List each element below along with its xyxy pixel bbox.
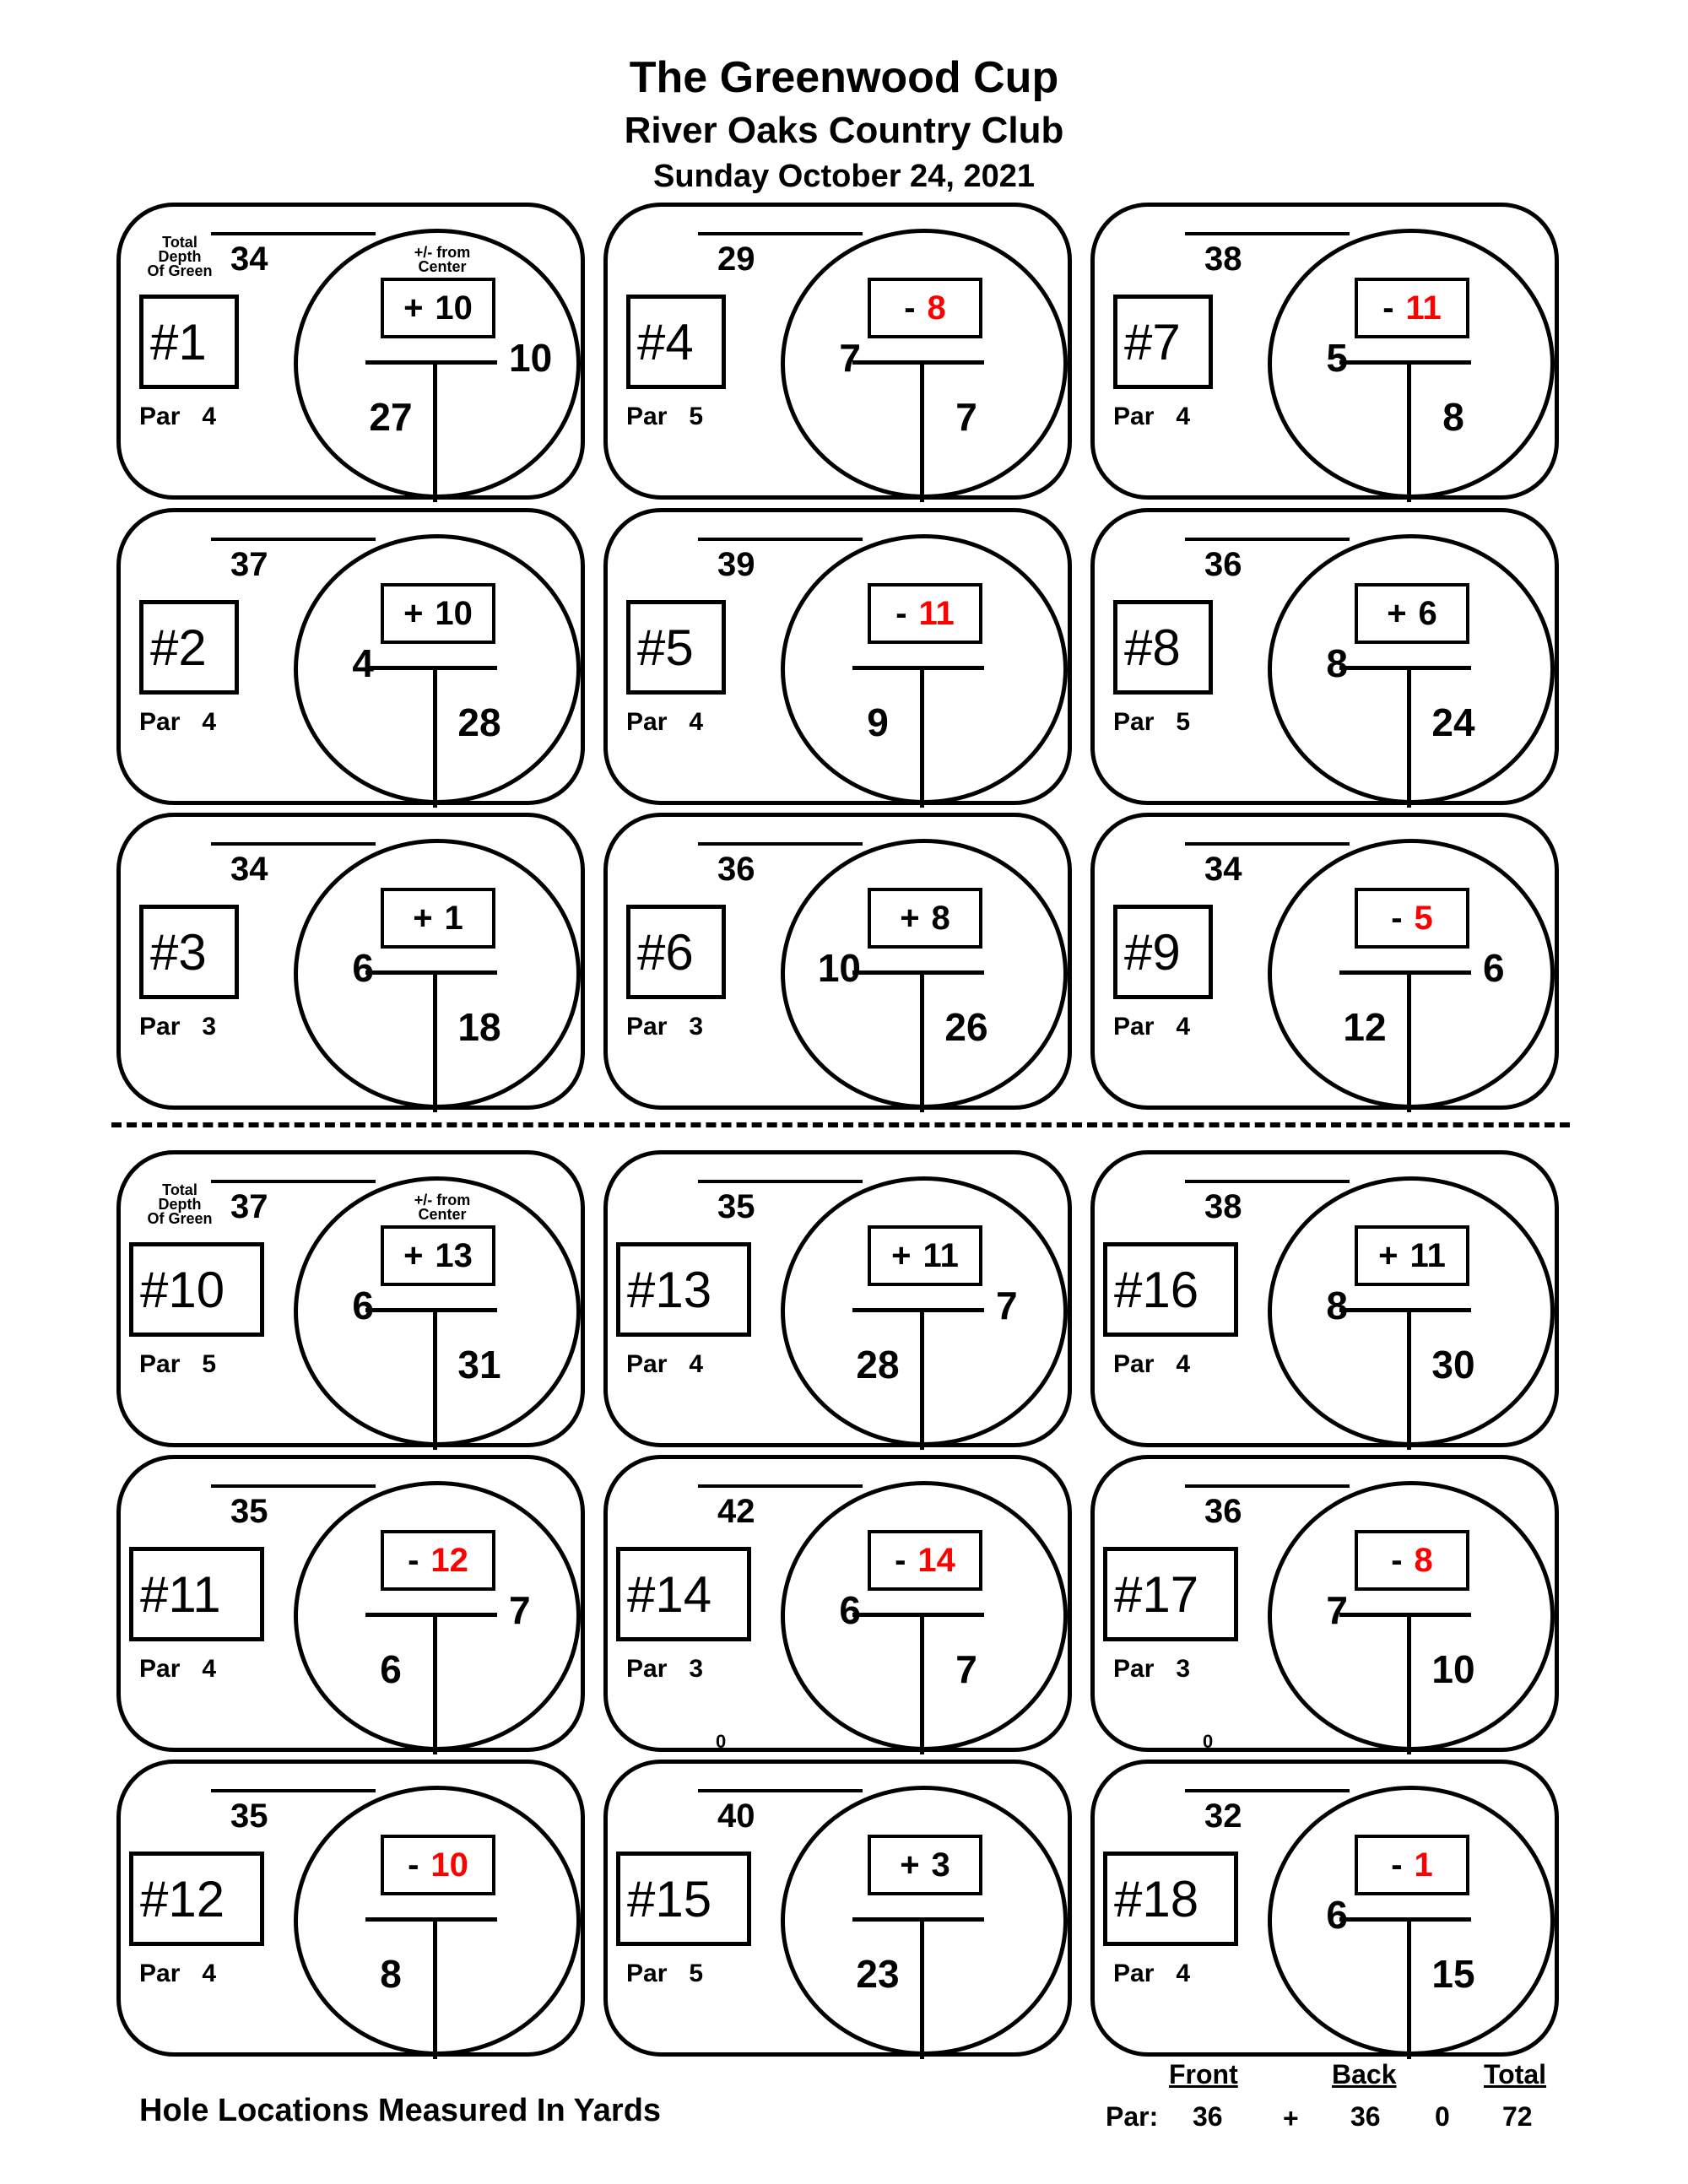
event-date: Sunday October 24, 2021 xyxy=(653,159,1035,194)
bottom-right-distance: 18 xyxy=(457,1005,501,1049)
offset-value: 8 xyxy=(1414,1541,1433,1579)
par-value: 4 xyxy=(1176,1350,1191,1378)
offset-sign: - xyxy=(895,594,907,632)
hole-card xyxy=(603,508,1072,805)
center-offset-box xyxy=(1355,888,1469,949)
left-edge-distance: 10 xyxy=(817,946,861,990)
center-offset-box xyxy=(381,1530,495,1591)
club-name: River Oaks Country Club xyxy=(624,110,1064,151)
center-offset-box xyxy=(868,583,982,644)
hole-par xyxy=(139,708,216,737)
hole-number-box: #18 xyxy=(1103,1852,1238,1946)
hole-card xyxy=(603,1150,1072,1447)
hole-par xyxy=(139,1013,216,1041)
hole-number-box: #10 xyxy=(129,1242,264,1337)
pin-stem xyxy=(433,360,437,502)
measurement-note: Hole Locations Measured In Yards xyxy=(139,2093,662,2128)
par-label: Par xyxy=(139,1013,181,1041)
par-value: 3 xyxy=(689,1013,704,1041)
par-value: 4 xyxy=(202,1655,217,1683)
pin-crossbar xyxy=(1339,1308,1471,1312)
hole-number-box: #11 xyxy=(129,1547,264,1641)
pin-stem xyxy=(920,1917,924,2059)
par-label: Par xyxy=(139,1655,181,1683)
hole-number-box: #13 xyxy=(616,1242,751,1337)
hole-number-box: #4 xyxy=(626,295,726,389)
green-depth: 29 xyxy=(717,241,755,278)
pin-stem xyxy=(920,970,924,1112)
from-center-label xyxy=(396,1193,489,1222)
par-label: Par xyxy=(1113,403,1155,430)
hole-number-box: #15 xyxy=(616,1852,751,1946)
bottom-left-distance: 12 xyxy=(1343,1005,1387,1049)
total-depth-label-line: Depth xyxy=(158,248,202,265)
hole-par xyxy=(139,1655,216,1684)
hole-card xyxy=(1090,203,1559,500)
center-offset-box xyxy=(1355,1530,1469,1591)
hole-card xyxy=(603,1760,1072,2057)
bottom-left-distance: 28 xyxy=(856,1343,900,1387)
pin-stem xyxy=(920,1613,924,1754)
pin-crossbar xyxy=(365,1308,497,1312)
left-edge-distance: 5 xyxy=(1326,336,1348,380)
bottom-left-distance: 6 xyxy=(380,1647,402,1691)
par-value: 5 xyxy=(689,403,704,430)
hole-number-box: #7 xyxy=(1113,295,1213,389)
total-depth-label-line: Total xyxy=(162,234,197,251)
hole-par xyxy=(626,708,703,737)
hole-card xyxy=(116,203,585,500)
offset-value: 1 xyxy=(444,899,463,937)
offset-sign: + xyxy=(1378,1236,1399,1274)
par-label: Par xyxy=(1113,1655,1155,1683)
front-label: Front xyxy=(1169,2059,1238,2089)
from-center-label-line: Center xyxy=(418,258,467,275)
center-offset-box xyxy=(1355,1225,1469,1286)
bottom-right-distance: 24 xyxy=(1431,700,1475,744)
hole-card xyxy=(1090,1150,1559,1447)
par-value: 3 xyxy=(689,1655,704,1683)
total-depth-label-line: Total xyxy=(162,1181,197,1198)
pin-crossbar xyxy=(365,1613,497,1617)
plus-sign: + xyxy=(1283,2103,1299,2133)
total-label: Total xyxy=(1484,2059,1547,2089)
par-label: Par xyxy=(139,1350,181,1378)
pin-stem xyxy=(1407,1613,1411,1754)
center-offset-box xyxy=(868,888,982,949)
offset-sign: + xyxy=(1387,594,1407,632)
par-label: Par xyxy=(139,403,181,430)
left-edge-distance: 7 xyxy=(1326,1588,1348,1632)
front-back-divider xyxy=(111,1122,1570,1127)
hole-card xyxy=(603,203,1072,500)
hole-par xyxy=(1113,1350,1190,1379)
bottom-left-distance: 27 xyxy=(369,395,413,439)
hole-card xyxy=(1090,813,1559,1110)
left-edge-distance: 6 xyxy=(839,1588,861,1632)
par-label: Par xyxy=(626,403,668,430)
pin-stem xyxy=(1407,1308,1411,1450)
green-depth: 35 xyxy=(717,1188,755,1225)
zero-mark: 0 xyxy=(716,1731,727,1752)
hole-card xyxy=(1090,1760,1559,2057)
green-depth: 42 xyxy=(717,1493,755,1530)
center-offset-box xyxy=(1355,1835,1469,1895)
hole-par xyxy=(626,1655,703,1684)
center-offset-box xyxy=(1355,278,1469,338)
depth-line xyxy=(211,842,376,846)
offset-value: 3 xyxy=(931,1846,950,1884)
sheet-title: The Greenwood Cup xyxy=(629,53,1059,102)
offset-value: 11 xyxy=(1409,1236,1446,1274)
depth-line xyxy=(1185,1180,1350,1183)
offset-sign: - xyxy=(1382,289,1394,327)
pin-crossbar xyxy=(365,970,497,975)
from-center-label-line: Center xyxy=(418,1206,467,1223)
depth-line xyxy=(698,1180,863,1183)
par-label: Par xyxy=(626,1960,668,1987)
from-center-label xyxy=(396,246,489,274)
hole-par xyxy=(139,1350,216,1379)
bottom-right-distance: 15 xyxy=(1431,1952,1475,1996)
par-value: 4 xyxy=(202,403,217,430)
bottom-right-distance: 28 xyxy=(457,700,501,744)
green-depth: 39 xyxy=(717,546,755,583)
center-offset-box xyxy=(868,278,982,338)
center-offset-box xyxy=(381,1225,495,1286)
par-label: Par xyxy=(139,1960,181,1987)
total-depth-label xyxy=(138,1183,222,1226)
hole-card xyxy=(603,1455,1072,1752)
par-value: 4 xyxy=(689,1350,704,1378)
hole-par xyxy=(1113,1655,1190,1684)
green-depth: 34 xyxy=(1204,851,1242,888)
pin-crossbar xyxy=(852,970,984,975)
right-edge-distance: 7 xyxy=(996,1284,1018,1327)
hole-par xyxy=(1113,1013,1190,1041)
par-label: Par xyxy=(1113,708,1155,736)
offset-value: 8 xyxy=(927,289,946,327)
pin-crossbar xyxy=(365,1917,497,1922)
offset-value: 10 xyxy=(435,289,473,327)
bottom-right-distance: 7 xyxy=(955,1647,977,1691)
offset-sign: + xyxy=(403,289,424,327)
depth-line xyxy=(211,1789,376,1792)
par-value: 3 xyxy=(1176,1655,1191,1683)
offset-sign: + xyxy=(403,594,424,632)
hole-card xyxy=(603,813,1072,1110)
hole-par xyxy=(626,1960,703,1988)
center-offset-box xyxy=(381,1835,495,1895)
pin-stem xyxy=(920,666,924,808)
par-value: 4 xyxy=(689,708,704,736)
offset-sign: + xyxy=(891,1236,912,1274)
pin-crossbar xyxy=(365,666,497,670)
pin-crossbar xyxy=(365,360,497,365)
depth-line xyxy=(211,1180,376,1183)
pin-crossbar xyxy=(1339,360,1471,365)
depth-line xyxy=(1185,1484,1350,1488)
green-depth: 34 xyxy=(230,241,268,278)
total-par: 72 xyxy=(1502,2101,1533,2132)
par-summary-label: Par: xyxy=(1106,2101,1159,2132)
par-label: Par xyxy=(626,1013,668,1041)
depth-line xyxy=(211,538,376,541)
back-par: 36 xyxy=(1350,2101,1381,2132)
par-label: Par xyxy=(626,1655,668,1683)
green-depth: 40 xyxy=(717,1797,755,1835)
par-label: Par xyxy=(1113,1960,1155,1987)
par-value: 4 xyxy=(1176,403,1191,430)
pin-stem xyxy=(1407,360,1411,502)
depth-line xyxy=(698,232,863,235)
green-depth: 38 xyxy=(1204,1188,1242,1225)
pin-crossbar xyxy=(852,360,984,365)
hole-number-box: #2 xyxy=(139,600,239,695)
hole-par xyxy=(139,1960,216,1988)
offset-sign: - xyxy=(895,1541,906,1579)
back-label: Back xyxy=(1332,2059,1397,2089)
hole-number-box: #8 xyxy=(1113,600,1213,695)
pin-crossbar xyxy=(852,1613,984,1617)
green-depth: 36 xyxy=(1204,1493,1242,1530)
par-value: 5 xyxy=(689,1960,704,1987)
par-value: 4 xyxy=(1176,1013,1191,1041)
hole-card xyxy=(116,1760,585,2057)
total-depth-label xyxy=(138,235,222,278)
bottom-left-distance: 23 xyxy=(856,1952,900,1996)
offset-sign: + xyxy=(403,1236,424,1274)
par-label: Par xyxy=(139,708,181,736)
par-value: 5 xyxy=(202,1350,217,1378)
pin-crossbar xyxy=(1339,970,1471,975)
offset-value: 5 xyxy=(1414,899,1433,937)
center-offset-box xyxy=(381,278,495,338)
hole-card xyxy=(116,813,585,1110)
pin-stem xyxy=(433,666,437,808)
left-edge-distance: 8 xyxy=(1326,1284,1348,1327)
depth-line xyxy=(698,842,863,846)
par-label: Par xyxy=(626,1350,668,1378)
green-depth: 36 xyxy=(717,851,755,888)
offset-value: 10 xyxy=(430,1846,468,1884)
green-depth: 32 xyxy=(1204,1797,1242,1835)
hole-number-box: #12 xyxy=(129,1852,264,1946)
bottom-right-distance: 26 xyxy=(944,1005,988,1049)
bottom-right-distance: 31 xyxy=(457,1343,501,1387)
offset-value: 11 xyxy=(918,594,955,632)
center-offset-box xyxy=(381,583,495,644)
green-depth: 37 xyxy=(230,1188,268,1225)
center-offset-box xyxy=(868,1225,982,1286)
center-offset-box xyxy=(381,888,495,949)
front-par: 36 xyxy=(1193,2101,1223,2132)
par-value: 4 xyxy=(202,1960,217,1987)
offset-sign: - xyxy=(1391,1846,1403,1884)
center-offset-box xyxy=(868,1530,982,1591)
hole-card xyxy=(1090,1455,1559,1752)
offset-value: 12 xyxy=(430,1541,468,1579)
hole-number-box: #17 xyxy=(1103,1547,1238,1641)
bottom-right-distance: 10 xyxy=(1431,1647,1475,1691)
hole-par xyxy=(1113,403,1190,431)
hole-number-box: #16 xyxy=(1103,1242,1238,1337)
center-offset-box xyxy=(868,1835,982,1895)
hole-number-box: #5 xyxy=(626,600,726,695)
left-edge-distance: 7 xyxy=(839,336,861,380)
depth-line xyxy=(698,1484,863,1488)
hole-number-box: #1 xyxy=(139,295,239,389)
left-edge-distance: 6 xyxy=(352,1284,374,1327)
bottom-right-distance: 30 xyxy=(1431,1343,1475,1387)
offset-value: 6 xyxy=(1418,594,1437,632)
zero-mark: 0 xyxy=(1203,1731,1214,1752)
left-edge-distance: 6 xyxy=(352,946,374,990)
hole-par xyxy=(626,403,703,431)
depth-line xyxy=(698,538,863,541)
bottom-right-distance: 7 xyxy=(955,395,977,439)
left-edge-distance: 6 xyxy=(1326,1893,1348,1937)
right-edge-distance: 7 xyxy=(509,1588,531,1632)
offset-value: 10 xyxy=(435,594,473,632)
offset-value: 11 xyxy=(922,1236,959,1274)
right-edge-distance: 10 xyxy=(509,336,553,380)
pin-crossbar xyxy=(1339,1917,1471,1922)
total-depth-label-line: Of Green xyxy=(147,1210,213,1227)
offset-sign: - xyxy=(408,1541,419,1579)
pin-stem xyxy=(1407,970,1411,1112)
offset-value: 1 xyxy=(1414,1846,1433,1884)
offset-value: 11 xyxy=(1405,289,1442,327)
hole-par xyxy=(139,403,216,431)
hole-number-box: #6 xyxy=(626,905,726,999)
depth-line xyxy=(698,1789,863,1792)
pin-crossbar xyxy=(1339,666,1471,670)
hole-par xyxy=(626,1013,703,1041)
par-value: 4 xyxy=(1176,1960,1191,1987)
bottom-left-distance: 8 xyxy=(380,1952,402,1996)
hole-card xyxy=(116,1150,585,1447)
green-depth: 34 xyxy=(230,851,268,888)
hole-number-box: #14 xyxy=(616,1547,751,1641)
pin-stem xyxy=(920,1308,924,1450)
depth-line xyxy=(1185,842,1350,846)
pin-stem xyxy=(1407,1917,1411,2059)
green-depth: 35 xyxy=(230,1493,268,1530)
depth-line xyxy=(1185,1789,1350,1792)
from-center-label-line: +/- from xyxy=(414,244,471,261)
hole-number-box: #3 xyxy=(139,905,239,999)
offset-sign: - xyxy=(904,289,916,327)
pin-crossbar xyxy=(1339,1613,1471,1617)
offset-sign: + xyxy=(900,1846,920,1884)
hole-card xyxy=(1090,508,1559,805)
right-edge-distance: 6 xyxy=(1483,946,1505,990)
depth-line xyxy=(1185,232,1350,235)
offset-sign: - xyxy=(1391,1541,1403,1579)
pin-stem xyxy=(433,1308,437,1450)
hole-card xyxy=(116,508,585,805)
center-offset-box xyxy=(1355,583,1469,644)
offset-value: 13 xyxy=(435,1236,473,1274)
par-value: 4 xyxy=(202,708,217,736)
par-label: Par xyxy=(1113,1013,1155,1041)
total-depth-label-line: Depth xyxy=(158,1196,202,1213)
hole-par xyxy=(626,1350,703,1379)
hole-par xyxy=(1113,708,1190,737)
hole-par xyxy=(1113,1960,1190,1988)
par-value: 3 xyxy=(202,1013,217,1041)
pin-stem xyxy=(433,970,437,1112)
green-depth: 37 xyxy=(230,546,268,583)
pin-stem xyxy=(433,1613,437,1754)
pin-crossbar xyxy=(852,1917,984,1922)
green-depth: 38 xyxy=(1204,241,1242,278)
offset-value: 8 xyxy=(931,899,950,937)
pin-crossbar xyxy=(852,666,984,670)
offset-sign: - xyxy=(408,1846,419,1884)
left-edge-distance: 8 xyxy=(1326,641,1348,685)
hole-card xyxy=(116,1455,585,1752)
offset-sign: + xyxy=(900,899,920,937)
from-center-label-line: +/- from xyxy=(414,1192,471,1208)
total-depth-label-line: Of Green xyxy=(147,262,213,279)
offset-value: 14 xyxy=(917,1541,955,1579)
extra-value: 0 xyxy=(1435,2101,1450,2132)
left-edge-distance: 4 xyxy=(352,641,374,685)
bottom-left-distance: 9 xyxy=(867,700,889,744)
offset-sign: + xyxy=(413,899,433,937)
pin-stem xyxy=(433,1917,437,2059)
green-depth: 35 xyxy=(230,1797,268,1835)
pin-stem xyxy=(920,360,924,502)
green-depth: 36 xyxy=(1204,546,1242,583)
pin-crossbar xyxy=(852,1308,984,1312)
bottom-right-distance: 8 xyxy=(1442,395,1464,439)
hole-number-box: #9 xyxy=(1113,905,1213,999)
depth-line xyxy=(1185,538,1350,541)
offset-sign: - xyxy=(1391,899,1403,937)
par-label: Par xyxy=(626,708,668,736)
depth-line xyxy=(211,1484,376,1488)
par-label: Par xyxy=(1113,1350,1155,1378)
depth-line xyxy=(211,232,376,235)
par-value: 5 xyxy=(1176,708,1191,736)
pin-stem xyxy=(1407,666,1411,808)
